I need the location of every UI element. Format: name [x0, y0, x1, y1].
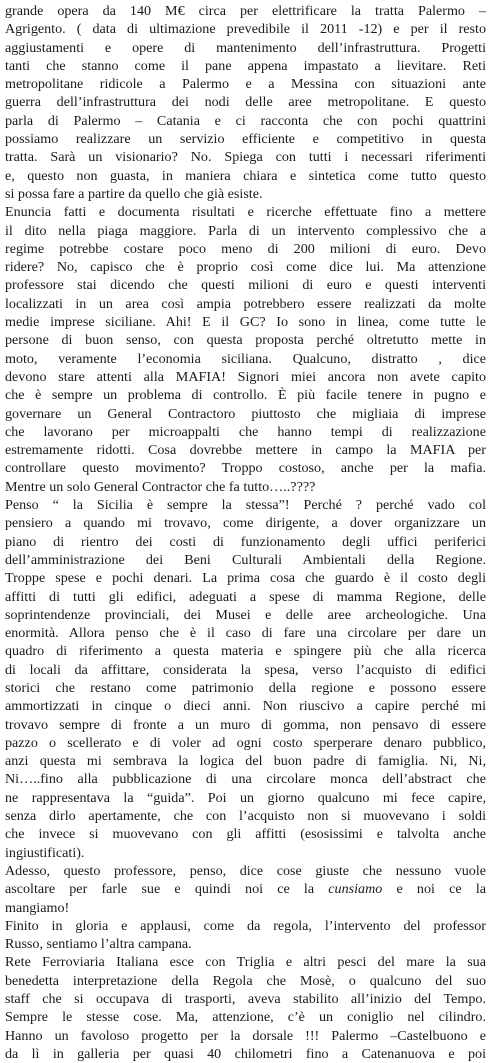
text-line: Penso “ la Sicilia è sempre la stessa”! Perché ? perché vado col	[5, 497, 486, 514]
text-line: metropolitane ridicole a Palermo e a Messina con situazioni ante	[5, 76, 486, 93]
text-line: ridere? No, capisco che è proprio così come dice lui. Ma attenzione	[5, 259, 486, 276]
text-line: mangiamo!	[5, 899, 70, 916]
text-segment: e noi ce la	[382, 881, 486, 898]
text-line: dell’amministrazione dei Beni Culturali Ambientali della Regione.	[5, 551, 486, 568]
text-line: Adesso, questo professore, penso, dice cose giuste che nessuno vuole	[5, 862, 486, 879]
paragraph-6	[5, 953, 486, 1063]
text-line: Mentre un solo General Contractor che fa tutto…..????	[5, 478, 316, 495]
text-line: localizzati in un area così ampia potrebbero essere realizzati da molte	[5, 295, 486, 312]
text-line: ne rappresentava la “guida”. Poi un giorno qualcuno mi fece capire,	[5, 789, 486, 806]
text-line: che è sempre un problema di controllo. È più facile tenere in pugno e	[5, 387, 486, 404]
text-line: pensiero a quando mi trovavo, come dirigente, a dover organizzare un	[5, 515, 486, 532]
text-line: Russo, sentiamo l’altra campana.	[5, 936, 192, 953]
paragraph-5	[5, 917, 486, 954]
paragraph-2	[5, 203, 486, 496]
text-line: da lì in galleria per quasi 40 chilometri fino a Catenanuova e poi	[5, 1045, 486, 1062]
text-line: guerra dell’infrastruttura dei nodi delle aree metropolitane. E questo	[5, 94, 486, 111]
text-line: si possa fare a partire da quello che già esiste.	[5, 185, 263, 202]
document-page	[5, 2, 486, 1063]
text-line: il dito nella piaga maggiore. Parla di un intervento complessivo che a	[5, 222, 486, 239]
text-line: di locali da affittare, considerata la spesa, verso l’acquisto di edifici	[5, 661, 486, 678]
text-line: ammortizzati in cinque o dieci anni. Non riuscivo a capire perché mi	[5, 698, 486, 715]
paragraph-4	[5, 862, 486, 917]
text-line: moto, veramente l’economia siciliana. Qualcuno, distratto , dice	[5, 350, 486, 367]
text-line: parla di Palermo – Catania e ci racconta che con pochi quattrini	[5, 112, 486, 129]
text-line: quadro di riferimento a questa materia e spingere più che alla ricerca	[5, 643, 486, 660]
text-line: Hanno un favoloso progetto per la dorsale !!! Palermo –Castelbuono e	[5, 1027, 486, 1044]
text-line: aggiustamenti e opere di mantenimento dell’infrastruttura. Progetti	[5, 39, 486, 56]
text-line: Troppe spese e pochi denari. La prima cosa che guardo è il costo degli	[5, 570, 486, 587]
text-line: persone di buon senso, con questa proposta perché oltretutto mette in	[5, 332, 486, 349]
text-line: devono stare attenti alla MAFIA! Signori miei ancora non avete capito	[5, 368, 486, 385]
text-line: che invece si muovevano con gli affitti (esosissimi e talvolta anche	[5, 826, 486, 843]
text-line: Agrigento. ( data di ultimazione prevedibile il 2011 -12) e per il resto	[5, 21, 486, 38]
text-line: tanti che stanno come il pane appena impastato a lievitare. Reti	[5, 57, 486, 74]
text-line: controllare questo movimento? Troppo costoso, anche per la mafia.	[5, 460, 486, 477]
text-line: piano di rientro dei costi di funzionamento degli uffici periferici	[5, 533, 486, 550]
text-segment: ascoltare per farle sue e quindi noi ce la	[5, 881, 329, 898]
text-line: pazzo o scellerato e di voler ad ogni costo sperperare denaro pubblico,	[5, 734, 486, 751]
text-line: enormità. Allora penso che è il caso di fare una circolare per dare un	[5, 625, 486, 642]
text-line: Finito in gloria e applausi, come da regola, l’intervento del professor	[5, 917, 486, 934]
text-line: governare un General Contractoro piuttosto che migliaia di imprese	[5, 405, 486, 422]
text-line: affitti di tutti gli edifici, adeguati a spese di mamma Regione, delle	[5, 588, 486, 605]
text-line: senza dirlo apertamente, che con l’acquisto non si muovevano i soldi	[5, 808, 486, 825]
text-line: possiamo realizzare un servizio efficiente e competitivo in questa	[5, 131, 486, 148]
text-line: e, questo non guasta, in maniera chiara e sintetica come tutto questo	[5, 167, 486, 184]
text-line: medie imprese siciliane. Ahi! E il GC? Io sono in linea, come tutte le	[5, 314, 486, 331]
paragraph-3	[5, 496, 486, 862]
text-line: professore stai dicendo che questi milioni di euro e questi interventi	[5, 277, 486, 294]
text-line: grande opera da 140 M€ circa per elettrificare la tratta Palermo –	[5, 3, 486, 19]
text-line: trovavo sempre di fronte a un muro di gomma, non pensavo di essere	[5, 716, 486, 733]
text-line: soprintendenze provinciali, dei Musei e delle aree archeologiche. Una	[5, 606, 486, 623]
text-line: Rete Ferroviaria Italiana esce con Triglia e altri pesci del mare la sua	[5, 954, 486, 971]
italic-word: cunsiamo	[328, 881, 383, 898]
text-line: Ni…..fino alla pubblicazione di una circolare monca dell’abstract che	[5, 771, 486, 788]
text-line: estremamente ridotti. Cosa dovrebbe mettere in campo la MAFIA per	[5, 442, 486, 459]
text-line: che lavorano per microappalti che hanno tempi di realizzazione	[5, 423, 486, 440]
text-line: storici che restano come patrimonio della regione e possono essere	[5, 679, 486, 696]
text-line: Sempre le stesse cose. Ma, attenzione, c’è un coniglio nel cilindro.	[5, 1009, 486, 1026]
text-line: Enuncia fatti e documenta risultati e ricerche effettuate fino a mettere	[5, 204, 486, 221]
text-line: anzi questa mi sembrava la logica del buon padre di famiglia. Ni, Ni,	[5, 753, 486, 770]
text-line: ingiustificati).	[5, 844, 85, 861]
paragraph-1	[5, 2, 486, 203]
text-line: regime potrebbe costare poco meno di 200 milioni di euro. Devo	[5, 240, 486, 257]
text-line: tratta. Sarà un visionario? No. Spiega con tutti i necessari riferimenti	[5, 149, 486, 166]
text-line-with-italic	[5, 880, 486, 898]
text-line: staff che si occupava di trasporti, aveva stabilito all’inizio del Tempo.	[5, 991, 486, 1008]
text-line: benedetta interpretazione della Regola che Mosè, o qualcuno del suo	[5, 972, 486, 989]
